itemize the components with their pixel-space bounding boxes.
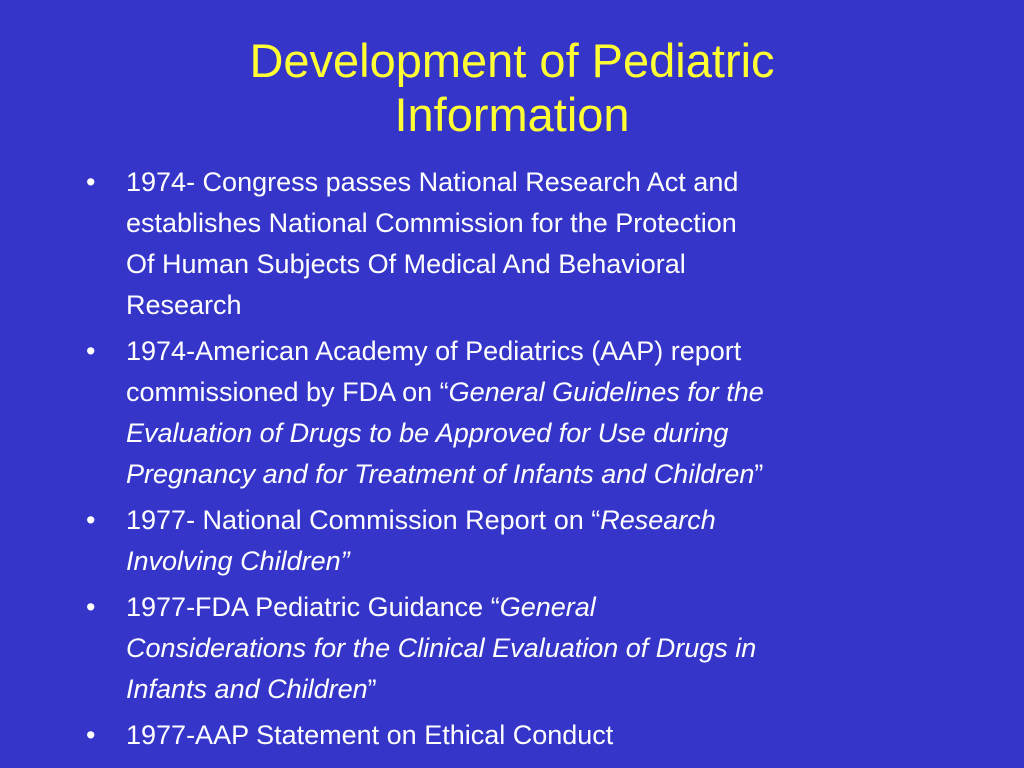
bullet-icon: • <box>86 592 96 622</box>
bullet-text-line <box>126 500 966 541</box>
bullet-italic-text: Pregnancy and for Treatment of Infants and Children <box>126 459 755 489</box>
bullet-list <box>86 162 966 761</box>
bullet-text: ” <box>367 674 377 704</box>
bullet-text-line: Research <box>126 290 242 320</box>
bullet-italic-text: Evaluation of Drugs to be Approved for Use during <box>126 418 729 448</box>
bullet-italic-text: Infants and Children <box>126 674 368 704</box>
bullet-icon: • <box>86 505 96 535</box>
bullet-text: 1977-FDA Pediatric Guidance “ <box>126 592 500 622</box>
bullet-text-line: Of Human Subjects Of Medical And Behavioral <box>126 249 686 279</box>
bullet-icon: • <box>86 336 96 366</box>
bullet-item-1974-congress <box>86 162 966 326</box>
bullet-icon: • <box>86 167 96 197</box>
bullet-text-line <box>126 372 966 413</box>
title-line-2: Information <box>394 88 630 141</box>
bullet-text-line <box>126 587 966 628</box>
bullet-text-line <box>126 669 966 710</box>
bullet-text: 1977- National Commission Report on “ <box>126 505 601 535</box>
slide-title <box>100 34 924 142</box>
title-line-1: Development of Pediatric <box>249 34 775 87</box>
bullet-italic-text: General <box>499 592 596 622</box>
bullet-text-line: 1974- Congress passes National Research Act and <box>126 167 739 197</box>
bullet-text-line: establishes National Commission for the Protection <box>126 208 737 238</box>
bullet-icon: • <box>86 720 96 750</box>
bullet-item-1977-fda <box>86 587 966 710</box>
bullet-italic-text: Research <box>600 505 716 535</box>
bullet-italic-text: Involving Children” <box>126 546 350 576</box>
bullet-item-1977-commission <box>86 500 966 582</box>
bullet-text-line: 1977-AAP Statement on Ethical Conduct <box>126 720 614 750</box>
bullet-text: commissioned by FDA on “ <box>126 377 449 407</box>
bullet-text: ” <box>754 459 764 489</box>
bullet-italic-text: Considerations for the Clinical Evaluation of Drugs in <box>126 633 757 663</box>
bullet-item-1977-aap <box>86 715 966 756</box>
bullet-text-line: 1974-American Academy of Pediatrics (AAP) report <box>126 336 742 366</box>
bullet-item-1974-aap <box>86 331 966 495</box>
bullet-text-line <box>126 454 966 495</box>
bullet-italic-text: General Guidelines for the <box>448 377 764 407</box>
